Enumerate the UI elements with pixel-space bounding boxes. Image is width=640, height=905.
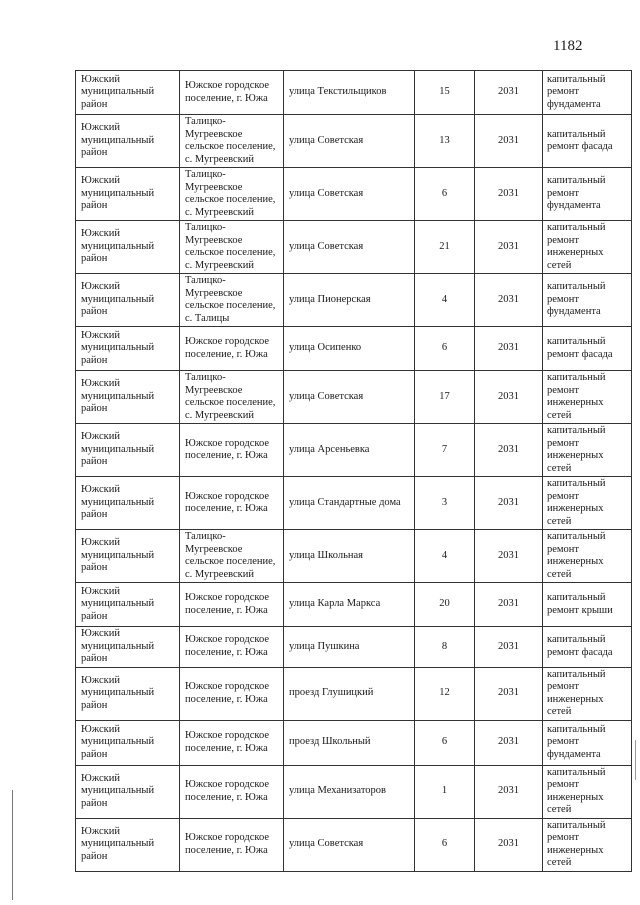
district-cell: Южский муниципальный район bbox=[76, 424, 180, 477]
year-cell: 2031 bbox=[475, 221, 543, 274]
street-cell: улица Советская bbox=[284, 371, 415, 424]
house-number-cell: 4 bbox=[415, 530, 475, 583]
year-cell: 2031 bbox=[475, 583, 543, 627]
year-cell: 2031 bbox=[475, 327, 543, 371]
street-cell: улица Советская bbox=[284, 818, 415, 871]
work-type-cell: капитальный ремонт инженерных сетей bbox=[543, 221, 632, 274]
street-cell: улица Стандартные дома bbox=[284, 477, 415, 530]
house-number-cell: 21 bbox=[415, 221, 475, 274]
house-number-cell: 4 bbox=[415, 274, 475, 327]
street-cell: улица Арсеньевка bbox=[284, 424, 415, 477]
settlement-cell: Южское городское поселение, г. Южа bbox=[180, 71, 284, 115]
district-cell: Южский муниципальный район bbox=[76, 583, 180, 627]
year-cell: 2031 bbox=[475, 477, 543, 530]
house-number-cell: 7 bbox=[415, 424, 475, 477]
year-cell: 2031 bbox=[475, 371, 543, 424]
house-number-cell: 17 bbox=[415, 371, 475, 424]
table-row bbox=[76, 477, 632, 530]
district-cell: Южский муниципальный район bbox=[76, 327, 180, 371]
street-cell: улица Карла Маркса bbox=[284, 583, 415, 627]
table-row bbox=[76, 71, 632, 115]
house-number-cell: 1 bbox=[415, 765, 475, 818]
street-cell: улица Текстильщиков bbox=[284, 71, 415, 115]
work-type-cell: капитальный ремонт инженерных сетей bbox=[543, 667, 632, 720]
settlement-cell: Южское городское поселение, г. Южа bbox=[180, 818, 284, 871]
settlement-cell: Талицко-Мугреевское сельское поселение, с. Мугреевский bbox=[180, 371, 284, 424]
table-body bbox=[76, 71, 632, 872]
settlement-cell: Талицко-Мугреевское сельское поселение, с. Мугреевский bbox=[180, 168, 284, 221]
street-cell: улица Советская bbox=[284, 221, 415, 274]
table-row bbox=[76, 424, 632, 477]
work-type-cell: капитальный ремонт фасада bbox=[543, 327, 632, 371]
settlement-cell: Южское городское поселение, г. Южа bbox=[180, 720, 284, 765]
work-type-cell: капитальный ремонт фундамента bbox=[543, 274, 632, 327]
work-type-cell: капитальный ремонт инженерных сетей bbox=[543, 765, 632, 818]
table-row bbox=[76, 221, 632, 274]
page-number: 1182 bbox=[553, 38, 583, 54]
settlement-cell: Южское городское поселение, г. Южа bbox=[180, 583, 284, 627]
work-type-cell: капитальный ремонт фундамента bbox=[543, 168, 632, 221]
work-type-cell: капитальный ремонт крыши bbox=[543, 583, 632, 627]
house-number-cell: 6 bbox=[415, 720, 475, 765]
house-number-cell: 6 bbox=[415, 168, 475, 221]
work-type-cell: капитальный ремонт фасада bbox=[543, 115, 632, 168]
table-row bbox=[76, 168, 632, 221]
work-type-cell: капитальный ремонт фундамента bbox=[543, 71, 632, 115]
year-cell: 2031 bbox=[475, 168, 543, 221]
settlement-cell: Южское городское поселение, г. Южа bbox=[180, 667, 284, 720]
settlement-cell: Талицко-Мугреевское сельское поселение, с. Талицы bbox=[180, 274, 284, 327]
table-row bbox=[76, 530, 632, 583]
scan-artifact bbox=[635, 740, 636, 780]
settlement-cell: Талицко-Мугреевское сельское поселение, с. Мугреевский bbox=[180, 530, 284, 583]
table-row bbox=[76, 115, 632, 168]
district-cell: Южский муниципальный район bbox=[76, 627, 180, 668]
table-row bbox=[76, 667, 632, 720]
work-type-cell: капитальный ремонт инженерных сетей bbox=[543, 530, 632, 583]
street-cell: проезд Школьный bbox=[284, 720, 415, 765]
district-cell: Южский муниципальный район bbox=[76, 115, 180, 168]
district-cell: Южский муниципальный район bbox=[76, 274, 180, 327]
district-cell: Южский муниципальный район bbox=[76, 765, 180, 818]
year-cell: 2031 bbox=[475, 424, 543, 477]
street-cell: улица Школьная bbox=[284, 530, 415, 583]
house-number-cell: 15 bbox=[415, 71, 475, 115]
year-cell: 2031 bbox=[475, 274, 543, 327]
house-number-cell: 13 bbox=[415, 115, 475, 168]
street-cell: улица Советская bbox=[284, 168, 415, 221]
district-cell: Южский муниципальный район bbox=[76, 221, 180, 274]
table-row bbox=[76, 583, 632, 627]
scan-artifact bbox=[12, 790, 13, 900]
settlement-cell: Южское городское поселение, г. Южа bbox=[180, 327, 284, 371]
work-type-cell: капитальный ремонт фундамента bbox=[543, 720, 632, 765]
table-row bbox=[76, 627, 632, 668]
year-cell: 2031 bbox=[475, 720, 543, 765]
house-number-cell: 3 bbox=[415, 477, 475, 530]
house-number-cell: 8 bbox=[415, 627, 475, 668]
year-cell: 2031 bbox=[475, 115, 543, 168]
district-cell: Южский муниципальный район bbox=[76, 720, 180, 765]
repair-schedule-table bbox=[75, 70, 632, 872]
work-type-cell: капитальный ремонт фасада bbox=[543, 627, 632, 668]
house-number-cell: 6 bbox=[415, 327, 475, 371]
year-cell: 2031 bbox=[475, 818, 543, 871]
table-row bbox=[76, 274, 632, 327]
district-cell: Южский муниципальный район bbox=[76, 530, 180, 583]
street-cell: улица Осипенко bbox=[284, 327, 415, 371]
street-cell: улица Советская bbox=[284, 115, 415, 168]
settlement-cell: Южское городское поселение, г. Южа bbox=[180, 477, 284, 530]
settlement-cell: Южское городское поселение, г. Южа bbox=[180, 424, 284, 477]
settlement-cell: Южское городское поселение, г. Южа bbox=[180, 765, 284, 818]
street-cell: улица Механизаторов bbox=[284, 765, 415, 818]
settlement-cell: Талицко-Мугреевское сельское поселение, с. Мугреевский bbox=[180, 115, 284, 168]
work-type-cell: капитальный ремонт инженерных сетей bbox=[543, 477, 632, 530]
settlement-cell: Талицко-Мугреевское сельское поселение, с. Мугреевский bbox=[180, 221, 284, 274]
district-cell: Южский муниципальный район bbox=[76, 371, 180, 424]
district-cell: Южский муниципальный район bbox=[76, 168, 180, 221]
house-number-cell: 12 bbox=[415, 667, 475, 720]
year-cell: 2031 bbox=[475, 765, 543, 818]
house-number-cell: 6 bbox=[415, 818, 475, 871]
work-type-cell: капитальный ремонт инженерных сетей bbox=[543, 371, 632, 424]
district-cell: Южский муниципальный район bbox=[76, 667, 180, 720]
street-cell: улица Пионерская bbox=[284, 274, 415, 327]
work-type-cell: капитальный ремонт инженерных сетей bbox=[543, 424, 632, 477]
district-cell: Южский муниципальный район bbox=[76, 71, 180, 115]
work-type-cell: капитальный ремонт инженерных сетей bbox=[543, 818, 632, 871]
table-row bbox=[76, 720, 632, 765]
table-row bbox=[76, 765, 632, 818]
table-row bbox=[76, 371, 632, 424]
table-row bbox=[76, 818, 632, 871]
year-cell: 2031 bbox=[475, 667, 543, 720]
table-row bbox=[76, 327, 632, 371]
house-number-cell: 20 bbox=[415, 583, 475, 627]
district-cell: Южский муниципальный район bbox=[76, 477, 180, 530]
district-cell: Южский муниципальный район bbox=[76, 818, 180, 871]
street-cell: проезд Глушицкий bbox=[284, 667, 415, 720]
settlement-cell: Южское городское поселение, г. Южа bbox=[180, 627, 284, 668]
street-cell: улица Пушкина bbox=[284, 627, 415, 668]
year-cell: 2031 bbox=[475, 530, 543, 583]
year-cell: 2031 bbox=[475, 627, 543, 668]
year-cell: 2031 bbox=[475, 71, 543, 115]
